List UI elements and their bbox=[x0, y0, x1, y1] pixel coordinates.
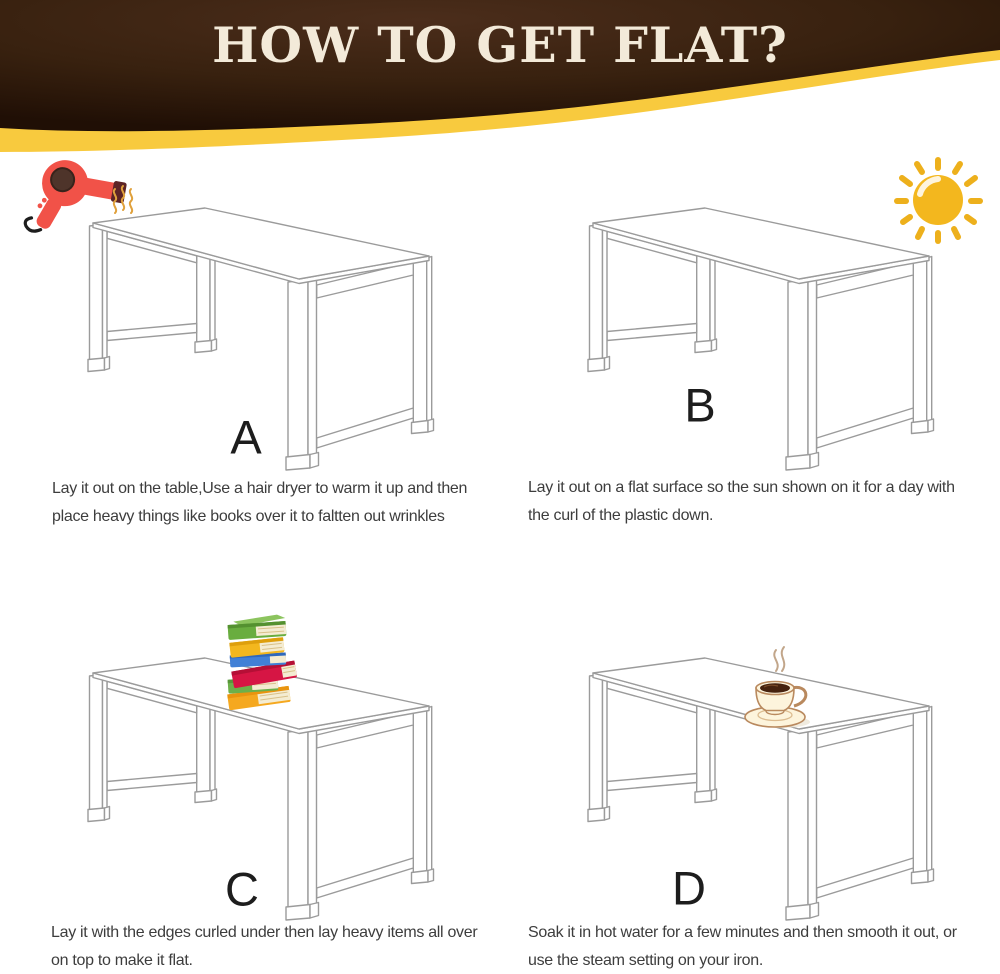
method-a-description-line1: Lay it out on the table,Use a hair dryer to warm it up and then bbox=[52, 480, 468, 497]
method-c-description-line2: on top to make it flat. bbox=[51, 952, 193, 969]
books-stack-icon bbox=[220, 608, 302, 712]
method-c-description-line1: Lay it with the edges curled under then lay heavy items all over bbox=[51, 924, 478, 941]
table-illustration-b bbox=[540, 190, 940, 480]
method-c-label: C bbox=[225, 862, 259, 916]
method-d-description-line2: use the steam setting on your iron. bbox=[528, 952, 763, 969]
method-d-label: D bbox=[672, 861, 706, 915]
coffee-cup-icon bbox=[734, 644, 820, 734]
method-b-label: B bbox=[684, 378, 716, 432]
page-title: HOW TO GET FLAT? bbox=[212, 16, 788, 74]
method-b-description-line2: the curl of the plastic down. bbox=[528, 507, 714, 524]
method-d-description-line1: Soak it in hot water for a few minutes and then smooth it out, or bbox=[528, 924, 957, 941]
method-b-description-line1: Lay it out on a flat surface so the sun shown on it for a day with bbox=[528, 479, 955, 496]
method-a-description-line2: place heavy things like books over it to faltten out wrinkles bbox=[52, 508, 445, 525]
method-a-label: A bbox=[230, 410, 262, 464]
